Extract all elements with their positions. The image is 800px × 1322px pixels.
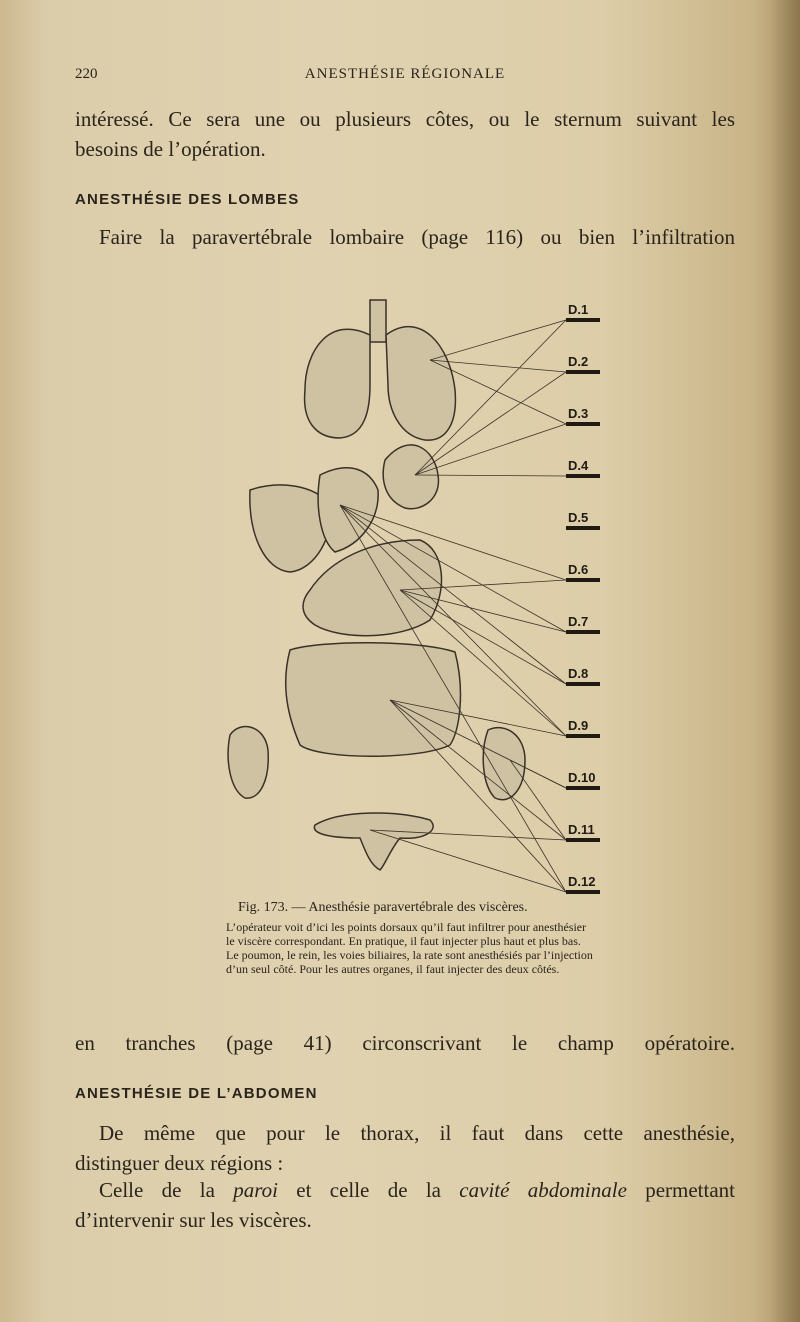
paragraph-line: De même que pour le thorax, il faut dans cette anesthésie, xyxy=(99,1121,735,1145)
paragraph-line: Faire la paravertébrale lombaire (page 116) ou bien l’infiltration xyxy=(99,225,735,249)
nerve-line xyxy=(510,760,566,840)
paragraph-line: intéressé. Ce sera une ou plusieurs côtes, ou le sternum suivant les xyxy=(75,107,735,131)
caption-title: Fig. 173. — Anesthésie paravertébrale des viscères. xyxy=(238,900,528,915)
dorsal-label: D.1 xyxy=(568,302,589,317)
paragraph-line: d’intervenir sur les viscères. xyxy=(75,1208,312,1232)
page-number: 220 xyxy=(75,66,98,82)
text-run: Celle de la xyxy=(99,1178,234,1202)
heart-shape xyxy=(383,445,438,509)
dorsal-label: D.12 xyxy=(568,874,596,889)
figure-caption xyxy=(226,900,596,976)
dorsal-marker xyxy=(566,786,600,790)
text-run-italic: paroi xyxy=(233,1178,278,1202)
uterus-shape xyxy=(314,813,433,870)
left-lung-shape xyxy=(305,329,370,438)
text-run: permettant xyxy=(626,1178,736,1202)
anatomical-figure xyxy=(220,290,620,900)
dorsal-label: D.3 xyxy=(568,406,589,421)
paragraph-line: en tranches (page 41) circonscrivant le champ opératoire. xyxy=(75,1031,735,1055)
right-lung-shape xyxy=(386,327,455,440)
paragraph-line: besoins de l’opération. xyxy=(75,137,266,161)
dorsal-marker xyxy=(566,318,600,322)
dorsal-label: D.9 xyxy=(568,718,589,733)
dorsal-label: D.11 xyxy=(568,822,595,837)
dorsal-marker xyxy=(566,734,600,738)
dorsal-label: D.10 xyxy=(568,770,596,785)
dorsal-marker xyxy=(566,890,600,894)
left-kidney-shape xyxy=(228,727,268,799)
nerve-line xyxy=(370,830,566,892)
nerve-line xyxy=(430,320,566,360)
section-heading-lombes: ANESTHÉSIE DES LOMBES xyxy=(75,191,300,208)
text-run-italic: cavité abdominale xyxy=(459,1178,627,1202)
caption-text: L’opérateur voit d’ici les points dorsaux qu’il faut infiltrer pour anesthésier le viscère correspondant. En pratique, il faut injecter plus haut et plus bas. Le poumon, le rein, les voies biliaires, la rate sont anesthésiés par l’injection d’un seul côté. Pour les autres organes, il faut injecter des deux côtés. xyxy=(226,920,593,976)
paragraph-line: distinguer deux régions : xyxy=(75,1151,284,1175)
running-title: ANESTHÉSIE RÉGIONALE xyxy=(304,66,506,82)
nerve-line xyxy=(390,700,566,892)
dorsal-label: D.5 xyxy=(568,510,589,525)
dorsal-marker xyxy=(566,474,600,478)
dorsal-marker xyxy=(566,526,600,530)
paragraph-line xyxy=(75,1177,735,1204)
dorsal-label: D.8 xyxy=(568,666,589,681)
dorsal-marker xyxy=(566,682,600,686)
dorsal-marker xyxy=(566,370,600,374)
dorsal-marker xyxy=(566,422,600,426)
trachea-shape xyxy=(370,300,386,342)
dorsal-label: D.4 xyxy=(568,458,589,473)
dorsal-labels xyxy=(566,302,600,894)
dorsal-label: D.6 xyxy=(568,562,589,577)
dorsal-label: D.7 xyxy=(568,614,589,629)
dorsal-marker xyxy=(566,630,600,634)
dorsal-label: D.2 xyxy=(568,354,589,369)
page-header xyxy=(75,66,735,88)
dorsal-marker xyxy=(566,578,600,582)
intestine-shape xyxy=(286,643,461,757)
right-kidney-shape xyxy=(483,728,525,800)
text-run: et celle de la xyxy=(277,1178,460,1202)
section-heading-abdomen: ANESTHÉSIE DE L’ABDOMEN xyxy=(75,1085,318,1102)
dorsal-marker xyxy=(566,838,600,842)
